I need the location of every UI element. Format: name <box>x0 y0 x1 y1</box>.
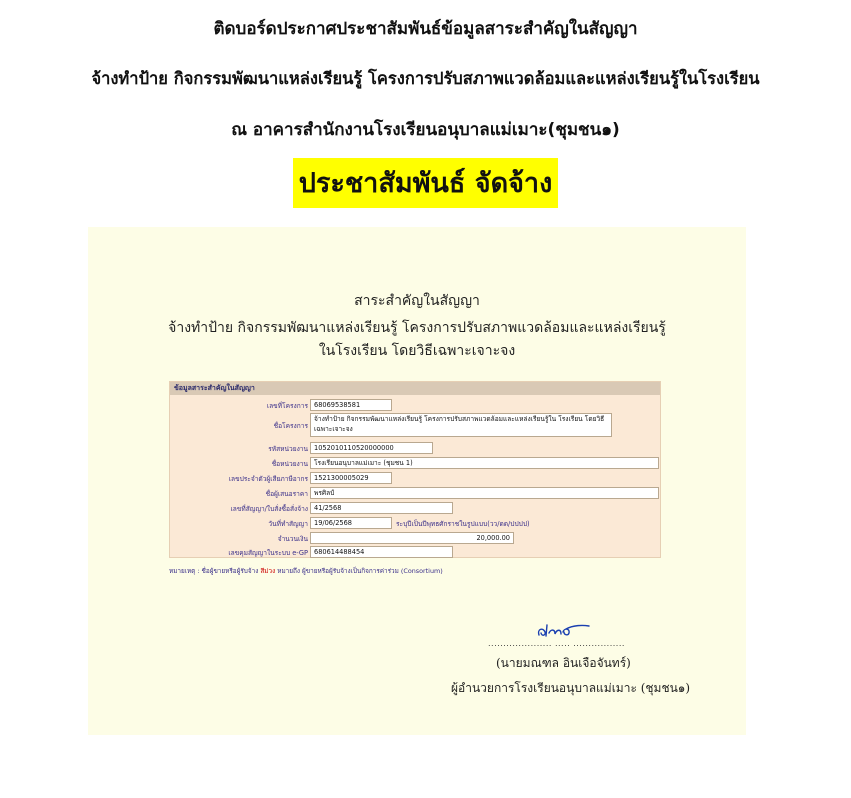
field-label: เลขที่โครงการ <box>266 402 308 410</box>
field-label: จำนวนเงิน <box>277 535 308 543</box>
field-value: 20,000.00 <box>310 532 514 544</box>
highlight-title: ประชาสัมพันธ์ จัดจ้าง <box>293 158 559 208</box>
signature-image <box>533 619 593 641</box>
field-value: 19/06/2568 <box>310 517 392 529</box>
signature-line: ..................... ..... ................. <box>488 639 625 648</box>
field-value: 68069538581 <box>310 399 392 411</box>
field-label: วันที่ทำสัญญา <box>268 520 308 528</box>
field-label: ชื่อโครงการ <box>273 422 308 430</box>
document-image <box>88 227 746 735</box>
header-line-1: ติดบอร์ดประกาศประชาสัมพันธ์ข้อมูลสาระสำคัญในสัญญา <box>213 19 638 39</box>
field-label: ชื่อหน่วยงาน <box>271 460 308 468</box>
document-subtitle-2: ในโรงเรียน โดยวิธีเฉพาะเจาะจง <box>318 343 516 359</box>
footnote <box>169 566 443 576</box>
field-value: 41/2568 <box>310 502 453 514</box>
field-label: เลขที่สัญญา/ใบสั่งซื้อสั่งจ้าง <box>230 505 308 513</box>
header-line-3: ณ อาคารสำนักงานโรงเรียนอนุบาลแม่เมาะ(ชุมชน๑) <box>231 120 620 140</box>
field-value: 1521300005029 <box>310 472 392 484</box>
document-title: สาระสำคัญในสัญญา <box>354 293 480 309</box>
signer-name: (นายมณฑล อินเจือจันทร์) <box>496 656 631 670</box>
field-label: รหัสหน่วยงาน <box>268 445 308 453</box>
document-subtitle: จ้างทำป้าย กิจกรรมพัฒนาแหล่งเรียนรู้ โครงการปรับสภาพแวดล้อมและแหล่งเรียนรู้ <box>168 320 666 336</box>
field-label: เลขประจำตัวผู้เสียภาษีอากร <box>228 475 308 483</box>
field-label: เลขคุมสัญญาในระบบ e-GP <box>228 549 308 557</box>
field-value: 1052010110520000000 <box>310 442 433 454</box>
footnote-highlight: สีม่วง <box>260 567 276 575</box>
contract-info-form <box>169 381 661 558</box>
highlight-wrapper <box>0 158 851 208</box>
field-label: ชื่อผู้เสนอราคา <box>265 490 308 498</box>
field-value: 680614488454 <box>310 546 453 558</box>
field-value: จ้างทำป้าย กิจกรรมพัฒนาแหล่งเรียนรู้ โครงการปรับสภาพแวดล้อมและแหล่งเรียนรู้ใน โรงเรียน โดยวิธีเฉพาะเจาะจง <box>310 413 612 437</box>
date-format-note: ระบุปีเป็นปีพุทธศักราชในรูปแบบ(วว/ดด/ปปปป) <box>396 520 530 528</box>
header-line-2: จ้างทำป้าย กิจกรรมพัฒนาแหล่งเรียนรู้ โครงการปรับสภาพแวดล้อมและแหล่งเรียนรู้ในโรงเรียน <box>91 69 760 88</box>
signer-position: ผู้อำนวยการโรงเรียนอนุบาลแม่เมาะ (ชุมชน๑) <box>451 681 691 695</box>
field-value: พรศิลป์ <box>310 487 659 499</box>
field-value: โรงเรียนอนุบาลแม่เมาะ (ชุมชน 1) <box>310 457 659 469</box>
footnote-suffix: หมายถึง ผู้ขายหรือผู้รับจ้างเป็นกิจการค่าร่วม (Consortium) <box>277 567 443 575</box>
form-header: ข้อมูลสาระสำคัญในสัญญา <box>170 382 660 395</box>
footnote-prefix: หมายเหตุ : ชื่อผู้ขายหรือผู้รับจ้าง <box>169 567 259 575</box>
